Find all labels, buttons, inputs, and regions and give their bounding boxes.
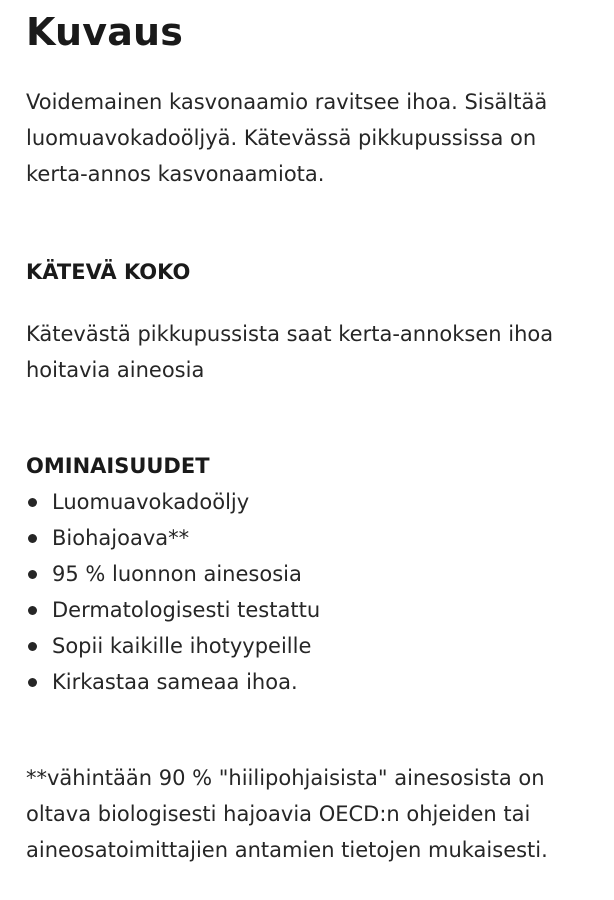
list-item xyxy=(26,664,588,700)
list-item-label: 95 % luonnon ainesosia xyxy=(52,562,302,586)
list-item-label: Sopii kaikille ihotyypeille xyxy=(52,634,312,658)
list-item xyxy=(26,484,588,520)
properties-list xyxy=(26,484,588,700)
description-title: Kuvaus xyxy=(26,10,184,54)
size-heading: KÄTEVÄ KOKO xyxy=(26,260,191,284)
properties-heading: OMINAISUUDET xyxy=(26,454,210,478)
list-item xyxy=(26,628,588,664)
size-text: Kätevästä pikkupussista saat kerta-annoksen ihoa hoitavia aineosia xyxy=(26,322,554,382)
bullet-icon xyxy=(28,642,37,651)
list-item-label: Luomuavokadoöljy xyxy=(52,490,250,514)
list-item xyxy=(26,556,588,592)
bullet-icon xyxy=(28,498,37,507)
bullet-icon xyxy=(28,534,37,543)
list-item xyxy=(26,520,588,556)
footnote: **vähintään 90 % "hiilipohjaisista" ainesosista on oltava biologisesti hajoavia OECD:n ohjeiden tai aineosatoimittajien antamien tietojen mukaisesti. xyxy=(26,766,548,862)
list-item-label: Dermatologisesti testattu xyxy=(52,598,321,622)
bullet-icon xyxy=(28,570,37,579)
list-item-label: Kirkastaa sameaa ihoa. xyxy=(52,670,298,694)
bullet-icon xyxy=(28,678,37,687)
description-intro: Voidemainen kasvonaamio ravitsee ihoa. Sisältää luomuavokadoöljyä. Kätevässä pikkupussissa on kerta-annos kasvonaamiota. xyxy=(26,90,548,186)
bullet-icon xyxy=(28,606,37,615)
list-item xyxy=(26,592,588,628)
list-item-label: Biohajoava** xyxy=(52,526,190,550)
